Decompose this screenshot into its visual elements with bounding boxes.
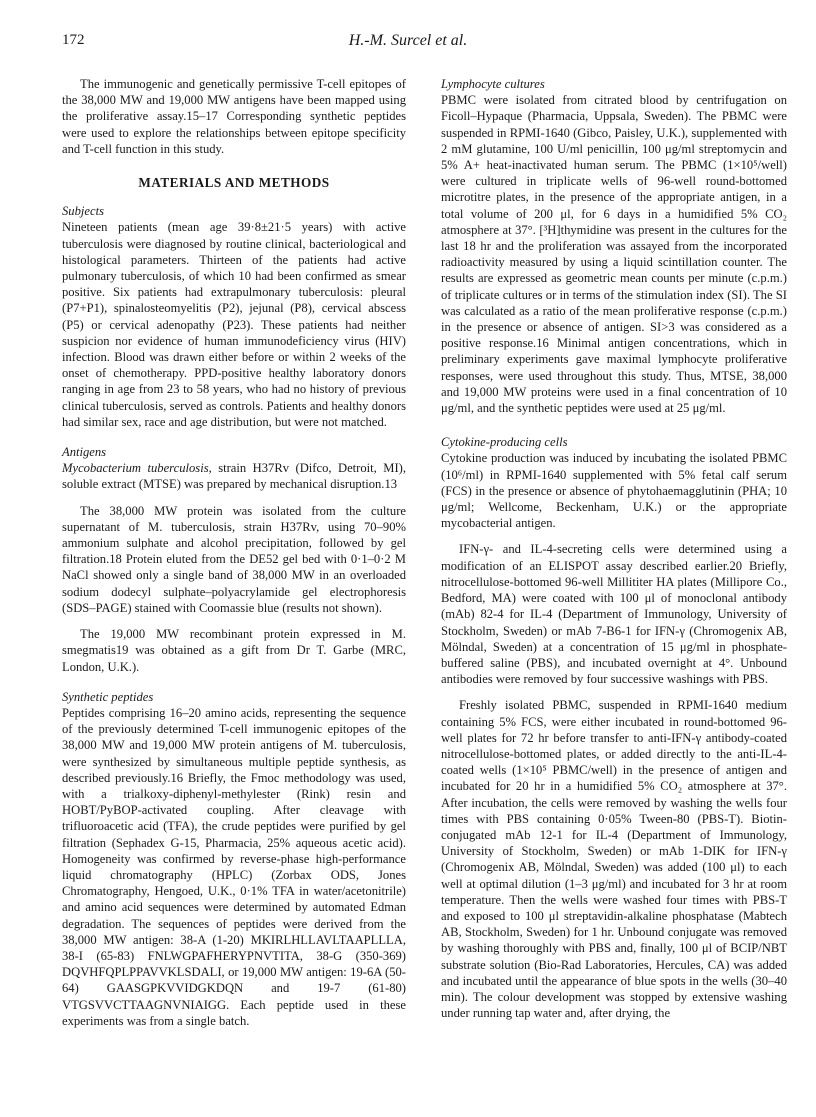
page-number: 172: [62, 32, 85, 48]
section-title: MATERIALS AND METHODS: [138, 175, 330, 191]
cultures-paragraph: PBMC were isolated from citrated blood by centrifugation on Ficoll–Hypaque (Pharmacia, Uppsala, Sweden). The PBMC were suspended in RPMI-1640 (Gibco, Paisley, U.K.), supplemented with 2 mM glutamine, 100 U/ml penicillin, 100 μg/ml streptomycin and 5% A+ heat-inactivated human serum. The PBMC (1×10⁵/well) were cultured in triplicate wells of 96-well round-bottomed microtitre plates, in the presence of the appropriate antigen, in a total volume of 200 μl, for 6 days in a humidified 5% CO₂ atmosphere at 37°. [³H]thymidine was present in the cultures for the last 18 hr and the proliferation was assayed from the incorporated radioactivity measured by using a liquid scintillation counter. The results are expressed as geometric mean counts per minute (c.p.m.) of triplicate cultures or in terms of the stimulation index (SI). The SI was calculated as a ratio of the mean proliferative response (c.p.m.) in the presence or absence of antigen. SI>3 was considered as a positive response.16 Minimal antigen concentrations, which in preliminary experiments gave maximal lymphocyte proliferative responses, were used throughout this study. Thus, MTSE, 38,000 and 19,000 MW proteins were used in a final concentration of 10 μg/ml, and the synthetic peptides were used at 25 μg/ml.: [441, 93, 787, 416]
species-name: Mycobacterium tuberculosis: [62, 461, 209, 476]
antigens-paragraph-3: The 19,000 MW recombinant protein expressed in M. smegmatis19 was obtained as a gift from Dr T. Garbe (MRC, London, U.K.).: [62, 627, 406, 674]
cytokine-paragraph-1: Cytokine production was induced by incubating the isolated PBMC (10⁶/ml) in RPMI-1640 supplemented with 5% fetal calf serum (FCS) in the presence or absence of phytohaemagglutinin (PHA; 10 μg/ml; Wellcome, Beckenham, U.K.) or the appropriate mycobacterial antigen.: [441, 451, 787, 531]
subjects-heading: Subjects: [62, 204, 104, 219]
subjects-paragraph: Nineteen patients (mean age 39·8±21·5 years) with active tuberculosis were diagnosed by routine clinical, bacteriological and histological parameters. Thirteen of the patients had active pulmonary tuberculosis, of which 10 had been confirmed as smear positive. Six patients had extrapulmonary tuberculosis: pleural (P7+P1), spinalosteomyelitis (P2), jejunal (P8), cervical abscess (P5) or cervical adenopathy (P23). These patients had neither suspicion nor evidence of human immunodeficiency virus (HIV) infection. Blood was drawn either before or within 2 weeks of the onset of chemotherapy. PPD-positive healthy laboratory donors ranging in age from 23 to 58 years, who had no history of previous clinical tuberculosis, served as controls. Patients and healthy donors had similar sex, race and age distribution, but were not matched.: [62, 220, 406, 429]
running-head: H.-M. Surcel et al.: [348, 32, 468, 49]
left-column: [62, 76, 406, 1029]
peptides-heading: Synthetic peptides: [62, 689, 154, 704]
page-header: [0, 32, 816, 56]
peptides-paragraph: Peptides comprising 16–20 amino acids, representing the sequence of the previously determined T-cell immunogenic epitopes of the 38,000 MW and 19,000 MW protein antigens of M. tuberculosis, were synthesized by simultaneous multiple peptide synthesis, as described previously.16 Briefly, the Fmoc methodology was used, with a trialkoxy-diphenyl-methylester (Rink) resin and HOBT/PyBOP-activated coupling. After cleavage with trifluoroacetic acid (TFA), the crude peptides were purified by gel filtration (Sephadex G-15, Pharmacia, 25% aqueous acetic acid). Homogeneity was confirmed by reverse-phase high-performance liquid chromatography (HPLC) (Zorbax ODS, Jones Chromatography, Hengoed, U.K., 0·1% TFA in water/acetonitrile) and amino acid sequences were determined by automated Edman degradation. The sequences of peptides were derived from the 38,000 MW antigen: 38-A (1-20) MKIRLHLLAVLTAAPLLLA, 38-I (65-83) FNLWGPAFHERYPNVTITA, 38-G (350-369) DQVHFQPLPPAVVKLSDALI, or 19,000 MW antigen: 19-6A (50-64) GAASGPKVVIDGKDQN and 19-7 (61-80) VTGSVVCTTAAGNVNIAIGG. Each peptide used in these experiments was from a single batch.: [62, 705, 406, 1028]
antigens-heading: Antigens: [62, 445, 107, 460]
antigens-text: , strain H37Rv (Difco, Detroit, MI), soluble extract (MTSE) was prepared by mechanical disruption.13: [62, 461, 406, 492]
cultures-heading: Lymphocyte cultures: [441, 77, 545, 91]
antigens-paragraph-1: [62, 460, 406, 492]
cytokine-paragraph-3: Freshly isolated PBMC, suspended in RPMI-1640 medium containing 5% FCS, were either incubated in round-bottomed 96-well plates for 72 hr before transfer to anti-IFN-γ antibody-coated nitrocellulose-bottomed plates, or added directly to the anti-IL-4-coated wells (1×10⁵ PBMC/well) in the presence of antigen and incubated for 20 hr in a humidified 5% CO₂ atmosphere at 37°. After incubation, the cells were removed by washing the wells four times with PBS containing 0·05% Tween-80 (PBS-T). Biotin-conjugated mAb 12-1 for IL-4 (Department of Immunology, University of Stockholm, Sweden) or mAb 1-DIK for IFN-γ (Chromogenix AB, Mölndal, Sweden) was added (100 μl) to each well at optimal dilution (1–3 μg/ml) and incubated for 3 hr at room temperature. Then the wells were washed four times with PBS-T and exposed to 100 μl streptavidin-alkaline phosphatase (Mabtech AB, Stockholm, Sweden) for 1 hr. Unbound conjugate was removed by washing thoroughly with PBS and, finally, 100 μl of BCIP/NBT substrate solution (Bio-Rad Laboratories, Hercules, CA) was added and incubated until the appearance of blue spots in the wells (30–40 min). The colour development was stopped by extensive washing under running tap water and, after drying, the: [441, 698, 787, 1021]
right-column: [441, 76, 787, 1021]
intro-paragraph: The immunogenic and genetically permissive T-cell epitopes of the 38,000 MW and 19,000 MW antigens have been mapped using the proliferative assay.15–17 Corresponding synthetic peptides were used to explore the relationships between epitope specificity and T-cell function in this study.: [62, 77, 406, 156]
cytokine-heading: Cytokine-producing cells: [441, 435, 568, 450]
antigens-paragraph-2: The 38,000 MW protein was isolated from the culture supernatant of M. tuberculosis, strain H37Rv, using 70–90% ammonium sulphate and alcohol precipitation, followed by gel filtration.18 Protein eluted from the DE52 gel bed with 0·1–0·2 M NaCl showed only a single band of 38,000 MW in an overloaded sodium dodecyl sulphate–polyacrylamide gel electrophoresis (SDS–PAGE) stained with Coomassie blue (results not shown).: [62, 503, 406, 615]
cytokine-paragraph-2: IFN-γ- and IL-4-secreting cells were determined using a modification of an ELISPOT assay described earlier.20 Briefly, nitrocellulose-bottomed 96-well Millititer HA plates (Millipore Co., Bedford, MA) were coated with 100 μl of monoclonal antibody (mAb) 82-4 for IL-4 (Department of Immunology, University of Stockholm, Sweden) or mAb 7-B6-1 for IFN-γ (Chromogenix AB, Mölndal, Sweden) at a concentration of 15 μg/ml in phosphate-buffered saline (PBS), and incubated overnight at 4°. Unbound antibodies were removed by four successive washings with PBS.: [441, 542, 787, 687]
